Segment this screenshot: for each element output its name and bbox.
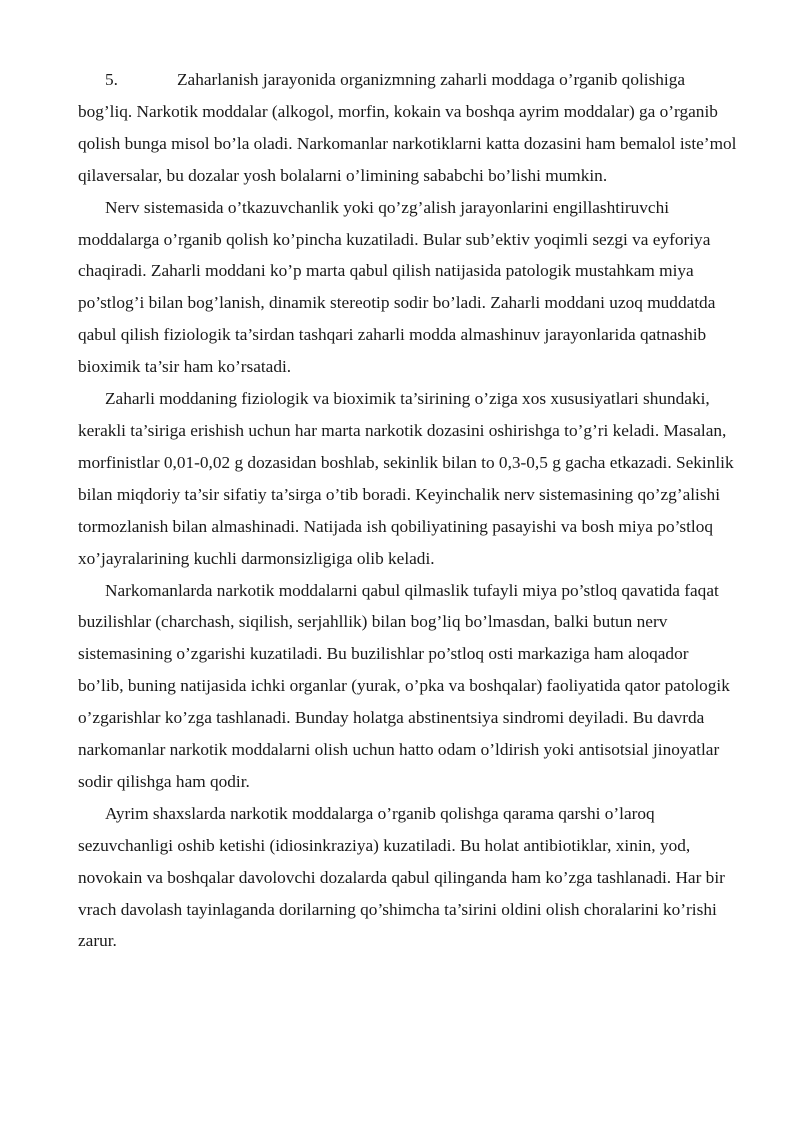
document-page (78, 64, 738, 957)
paragraph-5 (78, 64, 738, 192)
paragraph-abstinentsiya: Narkomanlarda narkotik moddalarni qabul qilmaslik tufayli miya po’stloq qavatida faqat buzilishlar (charchash, siqilish, serjahllik) bilan bog’liq bo’lmasdan, balki butun nerv sistemasining o’zgarishi kuzatiladi. Bu buzilishlar po’stloq osti markaziga ham aloqador bo’lib, buning natijasida ichki organlar (yurak, o’pka va boshqalar) faoliyatida qator patologik o’zgarishlar ko’zga tashlanadi. Bunday holatga abstinentsiya sindromi deyiladi. Bu davrda narkomanlar narkotik moddalarni olish uchun hatto odam o’ldirish yoki antisotsial jinoyatlar sodir qilishga ham qodir. (78, 580, 730, 791)
paragraph-nerv-sistemasi: Nerv sistemasida o’tkazuvchanlik yoki qo’zg’alish jarayonlarini engillashtiruvchi moddalarga o’rganib qolish ko’pincha kuzatiladi. Bular sub’ektiv yoqimli sezgi va eyforiya chaqiradi. Zaharli moddani ko’p marta qabul qilish natijasida patologik mustahkam miya po’stlog’i bilan bog’lanish, dinamik stereotip sodir bo’ladi. Zaharli moddani uzoq muddatda qabul qilish fiziologik ta’sirdan tashqari zaharli modda almashinuv jarayonlarida qatnashib bioximik ta’sir ham ko’rsatadi. (78, 197, 716, 377)
paragraph-idiosinkraziya: Ayrim shaxslarda narkotik moddalarga o’rganib qolishga qarama qarshi o’laroq sezuvchanligi oshib ketishi (idiosinkraziya) kuzatiladi. Bu holat antibiotiklar, xinin, yod, novokain va boshqalar davolovchi dozalarda qabul qilinganda ham ko’zga tashlanadi. Har bir vrach davolash tayinlaganda dorilarning qo’shimcha ta’sirini oldini olish choralarini ko’rishi zarur. (78, 803, 725, 951)
list-number: 5. (105, 70, 118, 89)
paragraph-text: Zaharlanish jarayonida organizmning zaharli moddaga o’rganib qolishiga bog’liq. Narkotik moddalar (alkogol, morfin, kokain va boshqa ayrim moddalar) ga o’rganib qolish bunga misol bo’la oladi. Narkomanlar narkotiklarni katta dozasini ham bemalol iste’mol qilaversalar, bu dozalar yosh bolalarni o’limining sababchi bo’lishi mumkin. (78, 70, 737, 185)
paragraph-fiziologik-ta-sir: Zaharli moddaning fiziologik va bioximik ta’sirining o’ziga xos xususiyatlari shundaki, kerakli ta’siriga erishish uchun har marta narkotik dozasini oshirishga to’g’ri keladi. Masalan, morfinistlar 0,01-0,02 g dozasidan boshlab, sekinlik bilan to 0,3-0,5 g gacha etkazadi. Sekinlik bilan miqdoriy ta’sir sifatiy ta’sirga o’tib boradi. Keyinchalik nerv sistemasining qo’zg’alishi tormozlanish bilan almashinadi. Natijada ish qobiliyatining pasayishi va bosh miya po’stloq xo’jayralarining kuchli darmonsizligiga olib keladi. (78, 389, 734, 568)
